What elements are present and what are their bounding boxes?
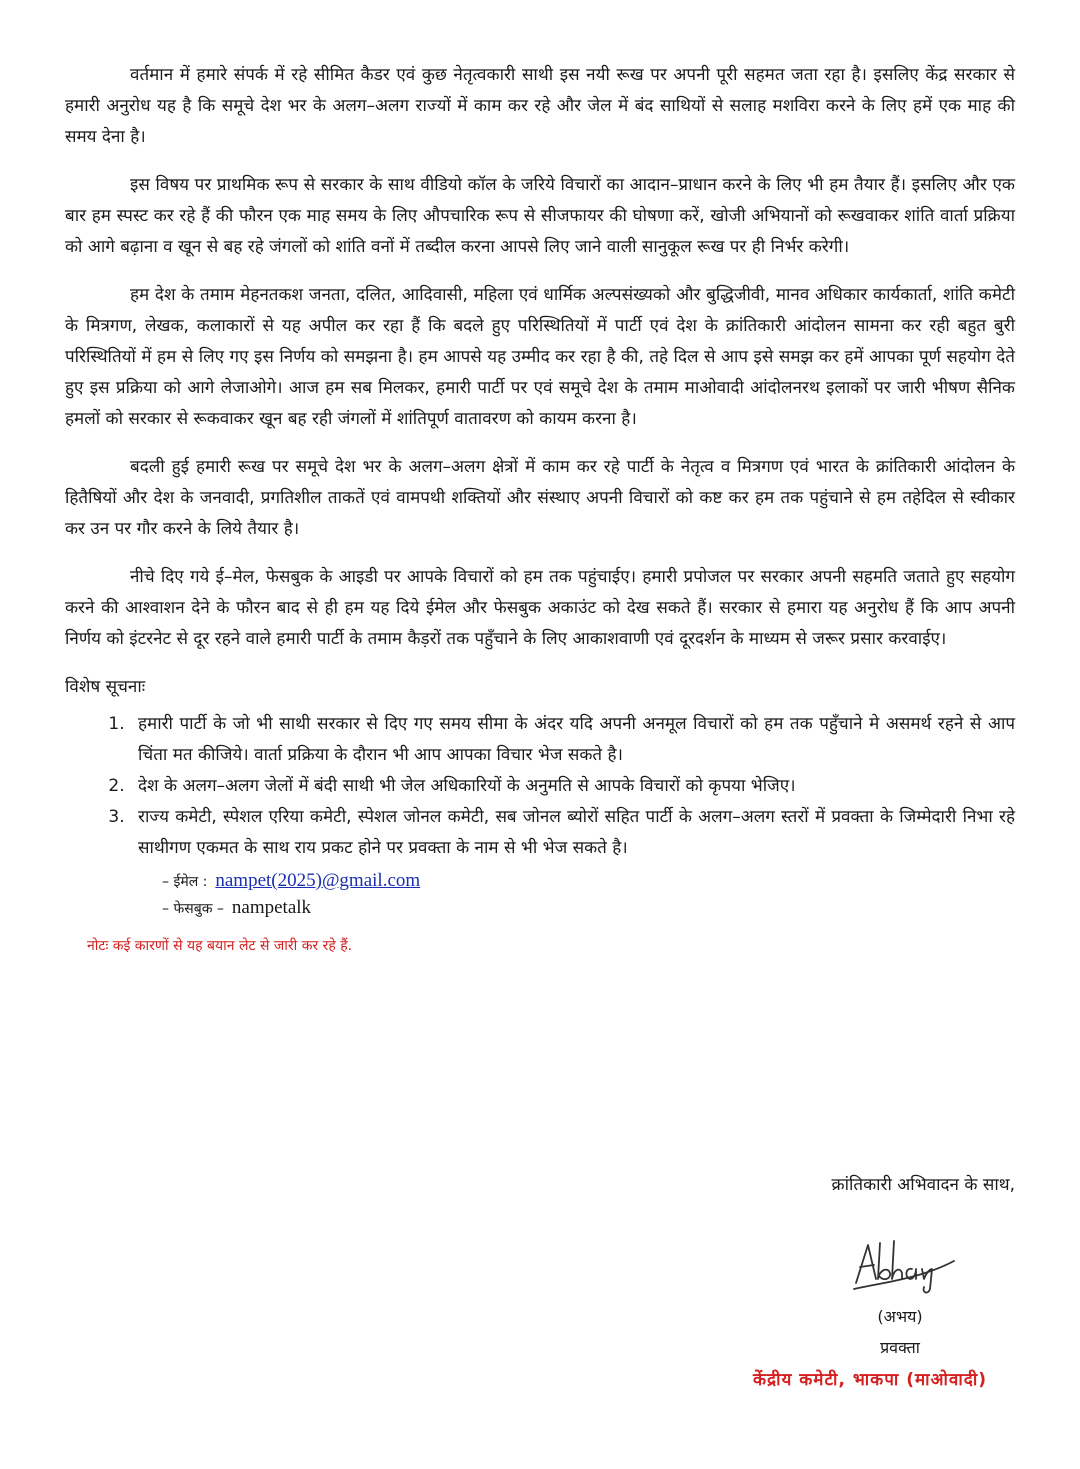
note-text: नोटः कई कारणों से यह बयान लेट से जारी कर रहे हैं. [87,938,353,954]
notice-item-1: 1. हमारी पार्टी के जो भी साथी सरकार से दिए गए समय सीमा के अंदर यदि अपनी अनमूल विचारों को हम तक पहुँचाने मे असमर्थ रहने से आप चिंता मत कीजिये। वार्ता प्रक्रिया के दौरान भी आप आपका विचार भेज सकते है। [130,709,1015,771]
notice-heading: विशेष सूचनाः [65,677,146,697]
closing-salutation: क्रांतिकारी अभिवादन के साथ, [831,1175,1015,1195]
handwritten-signature [850,1233,960,1298]
email-label: – ईमेल : [162,874,208,890]
signatory-name: (अभय) [877,1307,923,1326]
paragraph-5: नीचे दिए गये ई–मेल, फेसबुक के आइडी पर आपके विचारों को हम तक पहुंचाईए। हमारी प्रपोजल पर सरकार अपनी सहमति जताते हुए सहयोग करने की आश्वाशन देने के फौरन बाद से ही हम यह दिये ईमेल और फेसबुक अकाउंट को देख सकते हैं। सरकार से हमारा यह अनुरोध हैं कि आप अपनी निर्णय को इंटरनेट से दूर रहने वाले हमारी पार्टी के तमाम कैड़रों तक पहुँचाने के लिए आकाशवाणी एवं दूरदर्शन के माध्यम से जरूर प्रसार करवाईए। [65,567,1015,649]
paragraph-4: बदली हुई हमारी रूख पर समूचे देश भर के अलग–अलग क्षेत्रों में काम कर रहे पार्टी के नेतृत्व व मित्रगण एवं भारत के क्रांतिकारी आंदोलन के हितैषियों और देश के जनवादी, प्रगतिशील ताकतें एवं वामपथी शक्तियों और संस्थाए अपनी विचारों को कष्ट कर हम तक पहुंचाने से हम तहेदिल से स्वीकार कर उन पर गौर करने के लिये तैयार है। [65,457,1015,539]
email-link[interactable]: nampet(2025)@gmail.com [215,870,421,891]
contact-block [162,868,1015,922]
facebook-row [162,895,1015,922]
signatory-organization: केंद्रीय कमेटी, भाकपा (माओवादी) [752,1370,987,1390]
document-body [65,60,1015,955]
paragraph-3: हम देश के तमाम मेहनतकश जनता, दलित, आदिवासी, महिला एवं धार्मिक अल्पसंख्यको और बुद्धिजीवी, मानव अधिकार कार्यकार्ता, शांति कमेटी के मित्रगण, लेखक, कलाकारों से यह अपील कर रहा हैं कि बदले हुए परिस्थितियों में पार्टी एवं देश के क्रांतिकारी आंदोलन सामना कर रही बहुत बुरी परिस्थितियों में हम से लिए गए इस निर्णय को समझना है। हम आपसे यह उम्मीद कर रहा है की, तहे दिल से आप इसे समझ कर हमें आपका पूर्ण सहयोग देते हुए इस प्रक्रिया को आगे लेजाओगे। आज हम सब मिलकर, हमारी पार्टी पर एवं समूचे देश के तमाम माओवादी आंदोलनरथ इलाकों पर जारी भीषण सैनिक हमलों को सरकार से रूकवाकर खून बह रही जंगलों में शांतिपूर्ण वातावरण को कायम करना है। [65,285,1015,429]
email-row [162,868,1015,895]
facebook-label: – फेसबुक – [162,901,224,917]
notice-list [65,709,1015,864]
signatory-role: प्रवक्ता [880,1338,920,1357]
notice-item-2: 2. देश के अलग–अलग जेलों में बंदी साथी भी जेल अधिकारियों के अनुमति से आपके विचारों को कृपया भेजिए। [130,771,1015,802]
paragraph-1: वर्तमान में हमारे संपर्क में रहे सीमित कैडर एवं कुछ नेतृत्वकारी साथी इस नयी रूख पर अपनी पूरी सहमत जता रहा है। इसलिए केंद्र सरकार से हमारी अनुरोध यह है कि समूचे देश भर के अलग–अलग राज्यों में काम कर रहे और जेल में बंद साथियों से सलाह मशविरा करने के लिए हमें एक माह की समय देना है। [65,65,1015,147]
facebook-handle: nampetalk [231,897,312,918]
paragraph-2: इस विषय पर प्राथमिक रूप से सरकार के साथ वीडियो कॉल के जरिये विचारों का आदान–प्राधान करने के लिए भी हम तैयार हैं। इसलिए और एक बार हम स्पस्ट कर रहे हैं की फौरन एक माह समय के लिए औपचारिक रूप से सीजफायर की घोषणा करें, खोजी अभियानों को रूखवाकर शांति वार्ता प्रक्रिया को आगे बढ़ाना व खून से बह रहे जंगलों को शांति वनों में तब्दील करना आपसे लिए जाने वाली सानुकूल रूख पर ही निर्भर करेगी। [65,175,1015,257]
notice-item-3: 3. राज्य कमेटी, स्पेशल एरिया कमेटी, स्पेशल जोनल कमेटी, सब जोनल ब्योरों सहित पार्टी के अलग–अलग स्तरों में प्रवक्ता के जिम्मेदारी निभा रहे साथीगण एकमत के साथ राय प्रकट होने पर प्रवक्ता के नाम से भी भेज सकते है। [130,802,1015,864]
